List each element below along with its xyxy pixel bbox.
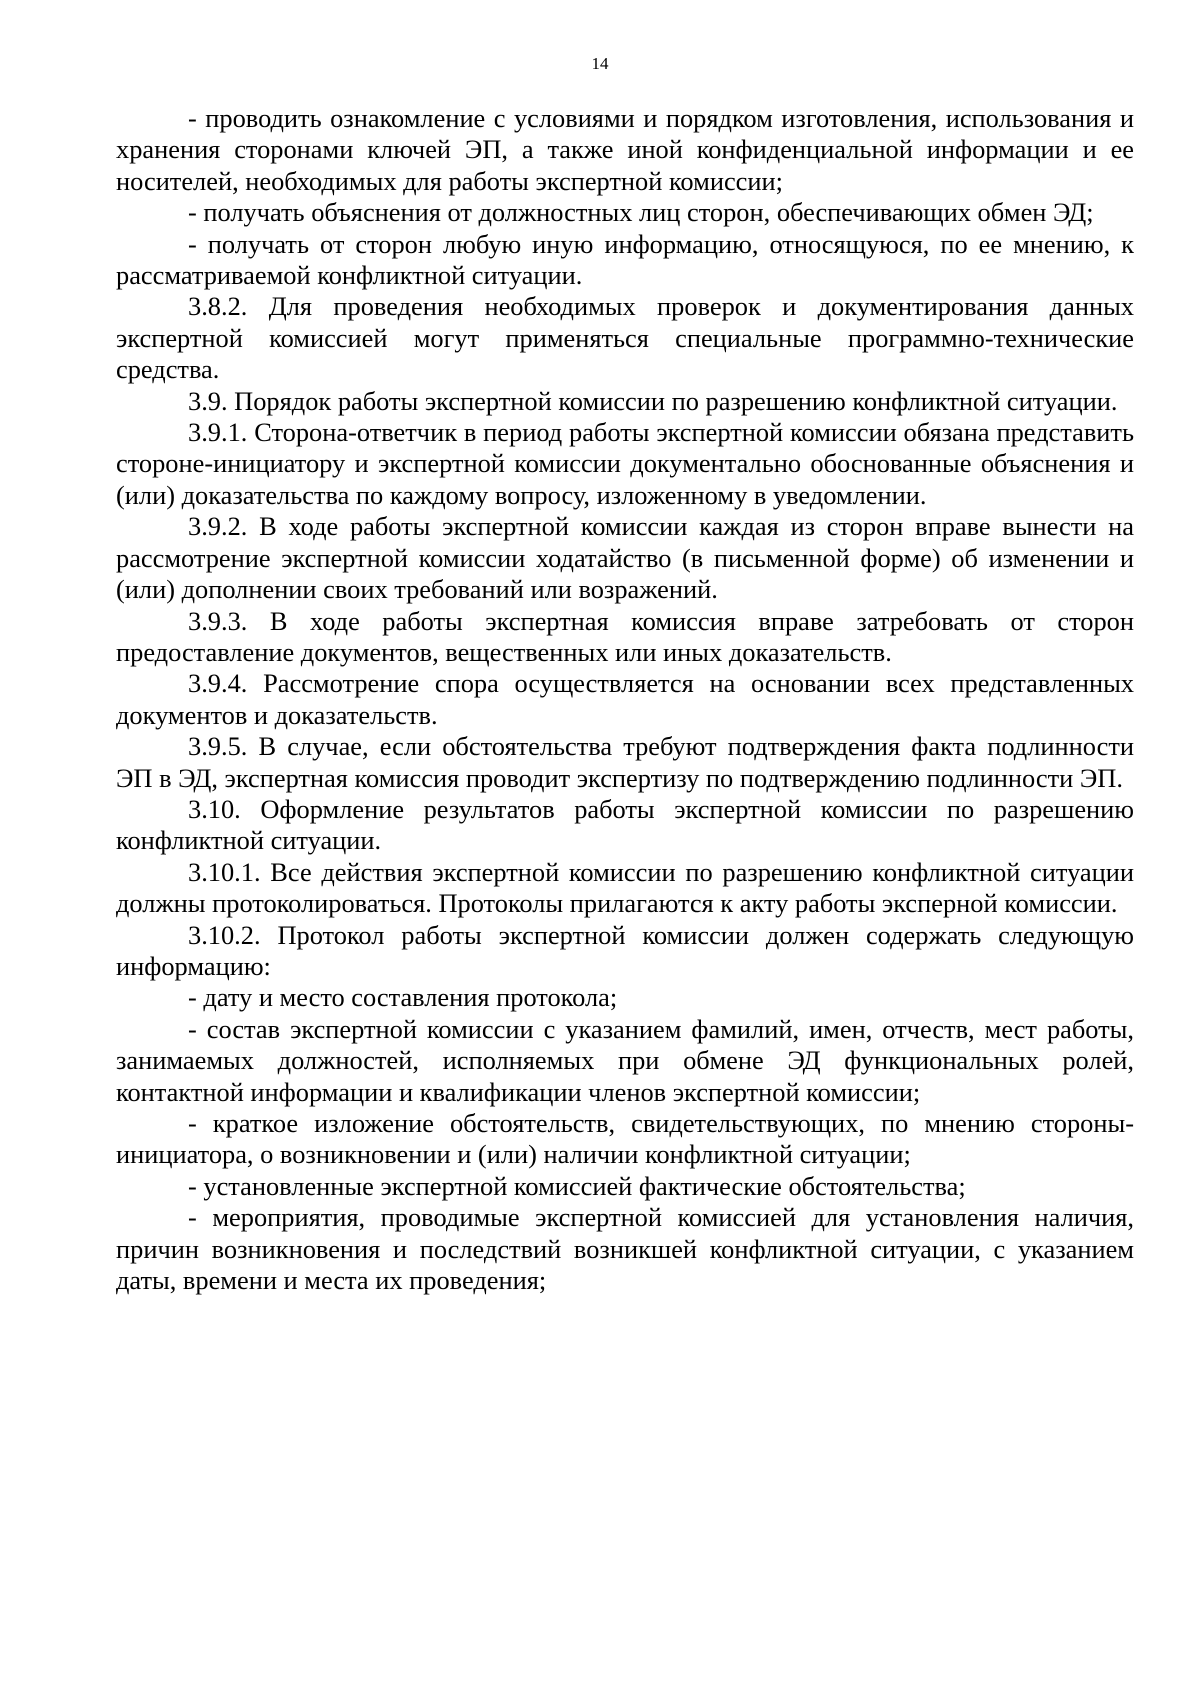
paragraph-3-9: 3.9. Порядок работы экспертной комиссии по разрешению конфликтной ситуации. <box>188 385 1118 416</box>
paragraph-3-9-5: 3.9.5. В случае, если обстоятельства требуют подтверждения факта подлинности ЭП в ЭД, экспертная комиссия проводит экспертизу по подтверждению подлинности ЭП. <box>116 731 1134 793</box>
paragraph-familiarization: - проводить ознакомление с условиями и порядком изготовления, использования и хранения сторонами ключей ЭП, а также иной конфиденциальной информации и ее носителей, необходимых для работы экспертной комиссии; <box>116 103 1134 196</box>
list-item-commission-composition: - состав экспертной комиссии с указанием фамилий, имен, отчеств, мест работы, занимаемых должностей, исполняемых при обмене ЭД функциональных ролей, контактной информации и квалификации членов экспертной комиссии; <box>116 1013 1134 1107</box>
list-item-measures: - мероприятия, проводимые экспертной комиссией для установления наличия, причин возникновения и последствий возникшей конфликтной ситуации, с указанием даты, времени и места их проведения; <box>116 1202 1134 1296</box>
list-item-circumstances-summary: - краткое изложение обстоятельств, свидетельствующих, по мнению стороны-инициатора, о возникновении и (или) наличии конфликтной ситуации; <box>116 1108 1134 1170</box>
paragraph-3-9-2: 3.9.2. В ходе работы экспертной комиссии каждая из сторон вправе вынести на рассмотрение экспертной комиссии ходатайство (в письменной форме) об изменении и (или) дополнении своих требований или возражений. <box>116 511 1134 605</box>
paragraph-3-10-2: 3.10.2. Протокол работы экспертной комиссии должен содержать следующую информацию: <box>116 919 1134 981</box>
page-number: 14 <box>591 54 609 73</box>
paragraph-explanations: - получать объяснения от должностных лиц сторон, обеспечивающих обмен ЭД; <box>188 197 1094 228</box>
paragraph-3-10-1: 3.10.1. Все действия экспертной комиссии по разрешению конфликтной ситуации должны протоколироваться. Протоколы прилагаются к акту работы эксперной комиссии. <box>116 856 1134 919</box>
paragraph-3-8-2: 3.8.2. Для проведения необходимых проверок и документирования данных экспертной комиссией могут применяться специальные программно-технические средства. <box>116 291 1134 385</box>
document-body <box>116 103 1134 1296</box>
paragraph-3-9-4: 3.9.4. Рассмотрение спора осуществляется на основании всех представленных документов и доказательств. <box>116 668 1134 730</box>
paragraph-3-9-3: 3.9.3. В ходе работы экспертная комиссия вправе затребовать от сторон предоставление документов, вещественных или иных доказательств. <box>116 605 1134 667</box>
paragraph-3-10: 3.10. Оформление результатов работы экспертной комиссии по разрешению конфликтной ситуации. <box>116 793 1134 856</box>
paragraph-other-information: - получать от сторон любую иную информацию, относящуюся, по ее мнению, к рассматриваемой конфликтной ситуации. <box>116 228 1134 291</box>
list-item-date-place: - дату и место составления протокола; <box>188 982 618 1013</box>
paragraph-3-9-1: 3.9.1. Сторона-ответчик в период работы экспертной комиссии обязана представить стороне-инициатору и экспертной комиссии документально обоснованные объяснения и (или) доказательства по каждому вопросу, изложенному в уведомлении. <box>116 417 1134 510</box>
list-item-established-facts: - установленные экспертной комиссией фактические обстоятельства; <box>188 1170 966 1201</box>
